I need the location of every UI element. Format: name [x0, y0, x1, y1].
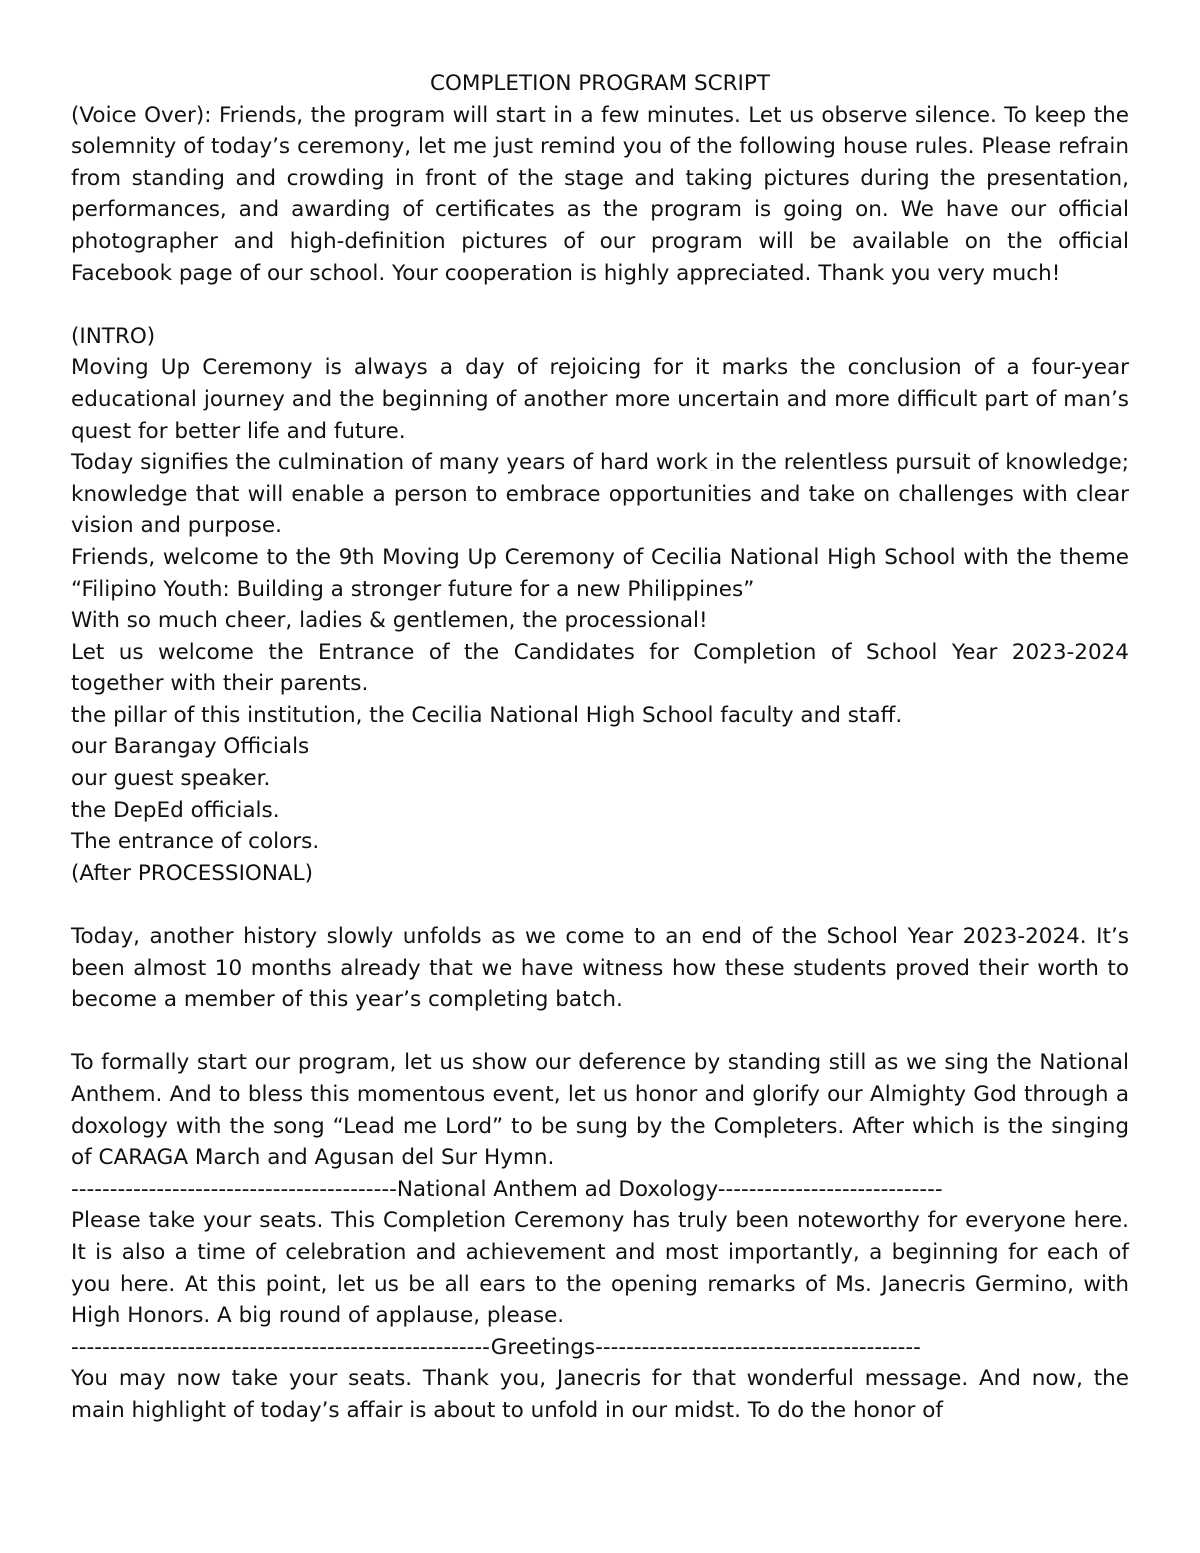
- closing-paragraph: You may now take your seats. Thank you, Janecris for that wonderful message. And now, the main highlight of today’s affair is about to unfold in our midst. To do the honor of: [71, 1366, 1129, 1423]
- processional-line: our guest speaker.: [71, 766, 271, 792]
- paragraph-gap: [71, 1016, 1129, 1048]
- processional-line: (After PROCESSIONAL): [71, 860, 313, 886]
- anthem-intro-paragraph: To formally start our program, let us show our deference by standing still as we sing the National Anthem. And to bless this momentous event, let us honor and glorify our Almighty God through a doxology with the song “Lead me Lord” to be sung by the Completers. After which is the singing of CARAGA March and Agusan del Sur Hymn.: [71, 1050, 1129, 1171]
- paragraph-gap: [71, 889, 1129, 921]
- after-processional-paragraph: Today, another history slowly unfolds as we come to an end of the School Year 2023-2024. It’s been almost 10 months already that we have witness how these students proved their worth to become a member of this year’s completing batch.: [71, 924, 1129, 1013]
- intro-heading: (INTRO): [71, 323, 156, 349]
- processional-line: Let us welcome the Entrance of the Candidates for Completion of School Year 2023-2024 together with their parents.: [71, 639, 1129, 697]
- document-page: [71, 68, 1129, 1427]
- anthem-divider: ------------------------------------------National Anthem ad Doxology-----------------------------: [71, 1176, 943, 1202]
- voice-over-paragraph: (Voice Over): Friends, the program will start in a few minutes. Let us observe silence. To keep the solemnity of today’s ceremony, let me just remind you of the following house rules. Please refrain from standing and crowding in front of the stage and taking pictures during the presentation, performances, and awarding of certificates as the program is going on. We have our official photographer and high-definition pictures of our program will be available on the official Facebook page of our school. Your cooperation is highly appreciated. Thank you very much!: [71, 102, 1129, 286]
- document-title: COMPLETION PROGRAM SCRIPT: [429, 71, 770, 96]
- intro-paragraph-3: Friends, welcome to the 9th Moving Up Ceremony of Cecilia National High School with the theme “Filipino Youth: Building a stronger future for a new Philippines”: [71, 544, 1129, 602]
- intro-paragraph-1: Moving Up Ceremony is always a day of rejoicing for it marks the conclusion of a four-year educational journey and the beginning of another more uncertain and more difficult part of man’s quest for better life and future.: [71, 355, 1129, 444]
- processional-line: our Barangay Officials: [71, 734, 310, 760]
- opening-remarks-paragraph: Please take your seats. This Completion Ceremony has truly been noteworthy for everyone here. It is also a time of celebration and achievement and most importantly, a beginning for each of you here. At this point, let us be all ears to the opening remarks of Ms. Janecris Germino, with High Honors. A big round of applause, please.: [71, 1208, 1129, 1329]
- processional-line: With so much cheer, ladies & gentlemen, the processional!: [71, 608, 708, 634]
- intro-paragraph-2: Today signifies the culmination of many years of hard work in the relentless pursuit of knowledge; knowledge that will enable a person to embrace opportunities and take on challenges with clear vision and purpose.: [71, 450, 1129, 539]
- paragraph-gap: [71, 289, 1129, 321]
- processional-line: the pillar of this institution, the Cecilia National High School faculty and staff.: [71, 702, 903, 728]
- processional-line: The entrance of colors.: [71, 829, 320, 855]
- processional-line: the DepEd officials.: [71, 797, 280, 823]
- greetings-divider: ------------------------------------------------------Greetings------------------------------------------: [71, 1334, 921, 1360]
